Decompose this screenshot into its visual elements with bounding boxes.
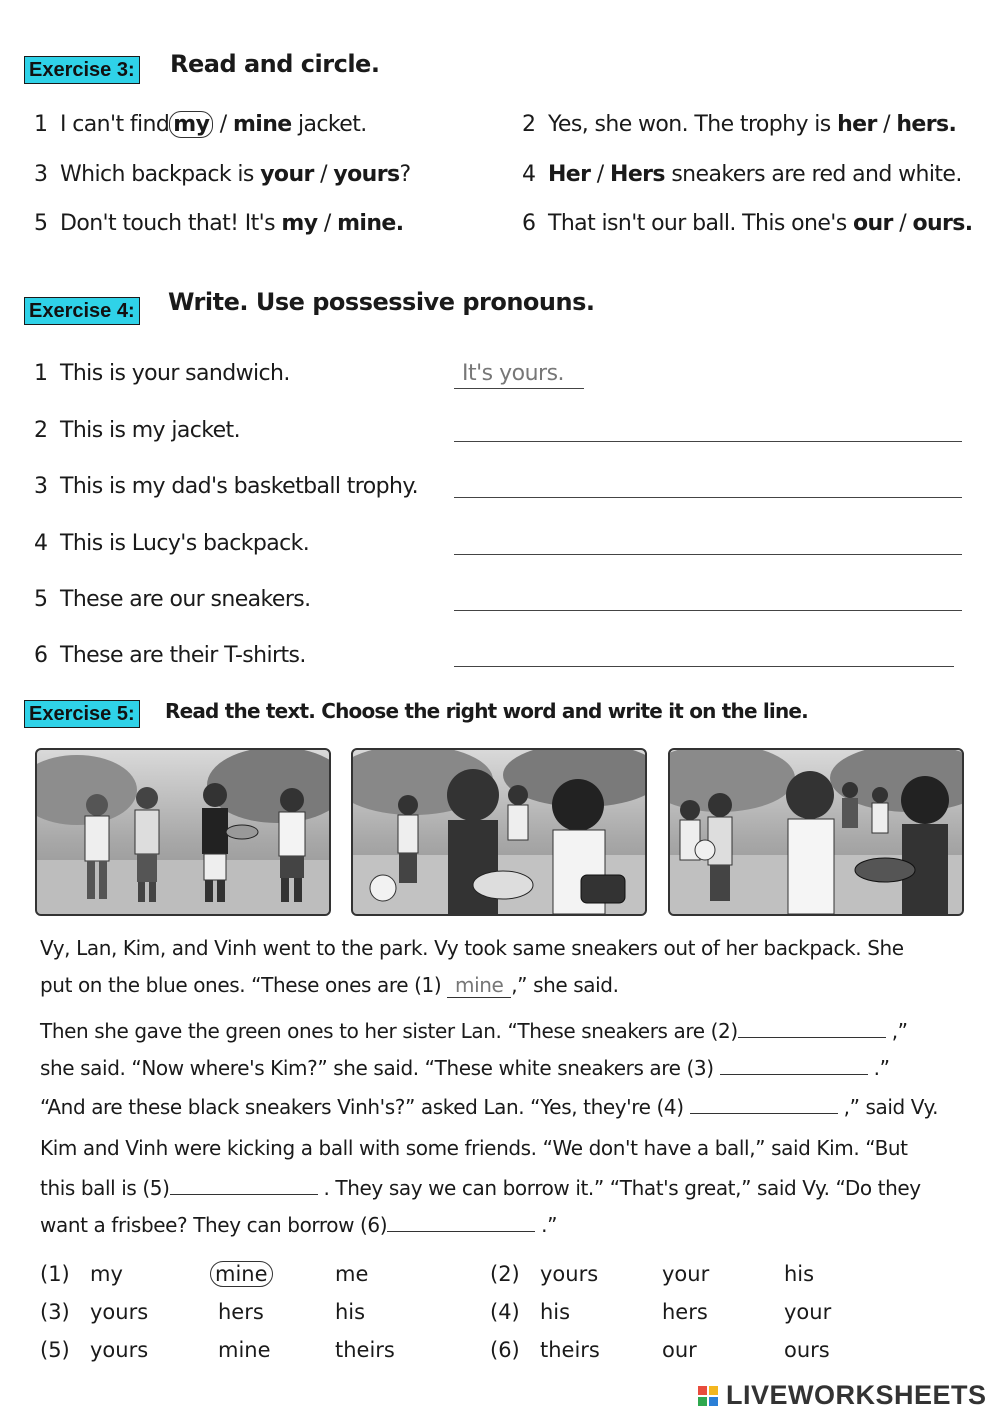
story-blank-4[interactable] bbox=[690, 1093, 838, 1114]
ex3-choice-hers-cap[interactable]: Hers bbox=[610, 162, 665, 187]
ex3-item-4: 4 Her / Hers sneakers are red and white. bbox=[522, 162, 962, 187]
ex4-answer-line-5[interactable] bbox=[454, 610, 962, 611]
exercise-3-label: Exercise 3: bbox=[24, 56, 140, 84]
liveworksheets-logo bbox=[697, 1380, 987, 1411]
exercise-4-label: Exercise 4: bbox=[24, 297, 140, 325]
ex4-item-6: 6 These are their T-shirts. bbox=[34, 643, 306, 668]
ex4-item-4: 4 This is Lucy's backpack. bbox=[34, 531, 310, 556]
illustration-panel-3 bbox=[668, 748, 964, 916]
story-line-4: she said. “Now where's Kim?” she said. “These white sneakers are (3) .” bbox=[40, 1056, 890, 1080]
option-4-c[interactable]: your bbox=[784, 1300, 832, 1324]
options-6: (6) theirs our ours bbox=[490, 1338, 830, 1362]
option-5-c[interactable]: theirs bbox=[335, 1338, 395, 1362]
option-6-a[interactable]: theirs bbox=[540, 1338, 600, 1362]
option-5-b[interactable]: mine bbox=[218, 1338, 271, 1362]
exercise-3-title: Read and circle. bbox=[170, 50, 380, 78]
story-line-7: this ball is (5) . They say we can borrow it.” “That's great,” said Vy. “Do they bbox=[40, 1176, 921, 1200]
ex4-example-answer: It's yours. bbox=[462, 361, 565, 386]
option-5-a[interactable]: yours bbox=[90, 1338, 149, 1362]
options-2: (2) yours your his bbox=[490, 1262, 815, 1286]
option-3-a[interactable]: yours bbox=[90, 1300, 149, 1324]
option-1-b[interactable]: mine bbox=[210, 1261, 273, 1287]
story-blank-1[interactable]: mine bbox=[447, 973, 511, 998]
ex3-choice-your[interactable]: your bbox=[260, 162, 314, 187]
option-2-c[interactable]: his bbox=[784, 1262, 815, 1286]
ex3-choice-yours[interactable]: yours bbox=[333, 162, 400, 187]
logo-text: LIVEWORKSHEETS bbox=[726, 1380, 987, 1410]
ex4-answer-line-6[interactable] bbox=[454, 666, 954, 667]
story-blank-3[interactable] bbox=[720, 1054, 868, 1075]
story-line-3: Then she gave the green ones to her sister Lan. “These sneakers are (2) ,” bbox=[40, 1019, 908, 1043]
ex3-choice-my[interactable]: my bbox=[169, 111, 213, 138]
illustration-panel-2 bbox=[351, 748, 647, 916]
option-4-b[interactable]: hers bbox=[662, 1300, 708, 1324]
story-blank-2[interactable] bbox=[738, 1017, 886, 1038]
ex3-item-6: 6 That isn't our ball. This one's our / ours. bbox=[522, 211, 973, 236]
exercise-5-title: Read the text. Choose the right word and write it on the line. bbox=[165, 699, 808, 723]
exercise-4-title: Write. Use possessive pronouns. bbox=[168, 288, 595, 316]
ex3-item-2: 2 Yes, she won. The trophy is her / hers. bbox=[522, 112, 957, 137]
ex3-choice-her-cap[interactable]: Her bbox=[548, 162, 591, 187]
ex3-item-3: 3 Which backpack is your / yours? bbox=[34, 162, 411, 187]
options-3: (3) yours hers his bbox=[40, 1300, 366, 1324]
options-4: (4) his hers your bbox=[490, 1300, 832, 1324]
ex4-item-3: 3 This is my dad's basketball trophy. bbox=[34, 474, 418, 499]
option-1-c[interactable]: me bbox=[335, 1262, 369, 1286]
story-line-1: Vy, Lan, Kim, and Vinh went to the park. Vy took same sneakers out of her backpack. She bbox=[40, 936, 904, 960]
option-6-b[interactable]: our bbox=[662, 1338, 697, 1362]
logo-grid-icon bbox=[697, 1385, 723, 1407]
ex3-choice-mine[interactable]: mine bbox=[232, 112, 292, 137]
ex3-item-5: 5 Don't touch that! It's my / mine. bbox=[34, 211, 404, 236]
ex3-choice-my-5[interactable]: my bbox=[281, 211, 318, 236]
ex3-item-1: 1 I can't find my / mine jacket. bbox=[34, 112, 367, 137]
ex4-answer-line-4[interactable] bbox=[454, 554, 962, 555]
ex4-answer-line-1[interactable] bbox=[454, 388, 584, 389]
illustration-panel-1 bbox=[35, 748, 331, 916]
ex3-choice-her[interactable]: her bbox=[837, 112, 877, 137]
options-1: (1) my mine me bbox=[40, 1262, 369, 1286]
ex4-item-2: 2 This is my jacket. bbox=[34, 418, 240, 443]
option-1-a[interactable]: my bbox=[90, 1262, 123, 1286]
story-line-8: want a frisbee? They can borrow (6) .” bbox=[40, 1213, 558, 1237]
ex3-choice-our[interactable]: our bbox=[852, 211, 893, 236]
option-6-c[interactable]: ours bbox=[784, 1338, 830, 1362]
ex4-item-5: 5 These are our sneakers. bbox=[34, 587, 311, 612]
option-4-a[interactable]: his bbox=[540, 1300, 571, 1324]
story-line-6: Kim and Vinh were kicking a ball with some friends. “We don't have a ball,” said Kim. “But bbox=[40, 1136, 908, 1160]
ex4-answer-line-2[interactable] bbox=[454, 441, 962, 442]
option-2-a[interactable]: yours bbox=[540, 1262, 599, 1286]
option-3-c[interactable]: his bbox=[335, 1300, 366, 1324]
ex4-answer-line-3[interactable] bbox=[454, 497, 962, 498]
story-blank-5[interactable] bbox=[170, 1174, 318, 1195]
exercise-5-label: Exercise 5: bbox=[24, 700, 140, 728]
ex3-choice-mine-5[interactable]: mine. bbox=[337, 211, 404, 236]
ex4-item-1: 1 This is your sandwich. bbox=[34, 361, 290, 386]
option-3-b[interactable]: hers bbox=[218, 1300, 264, 1324]
options-5: (5) yours mine theirs bbox=[40, 1338, 395, 1362]
ex3-choice-ours[interactable]: ours. bbox=[912, 211, 973, 236]
option-2-b[interactable]: your bbox=[662, 1262, 710, 1286]
story-line-5: “And are these black sneakers Vinh's?” asked Lan. “Yes, they're (4) ,” said Vy. bbox=[40, 1095, 939, 1119]
story-line-2: put on the blue ones. “These ones are (1) mine ,” she said. bbox=[40, 973, 619, 997]
story-blank-6[interactable] bbox=[387, 1211, 535, 1232]
ex3-choice-hers[interactable]: hers. bbox=[896, 112, 957, 137]
